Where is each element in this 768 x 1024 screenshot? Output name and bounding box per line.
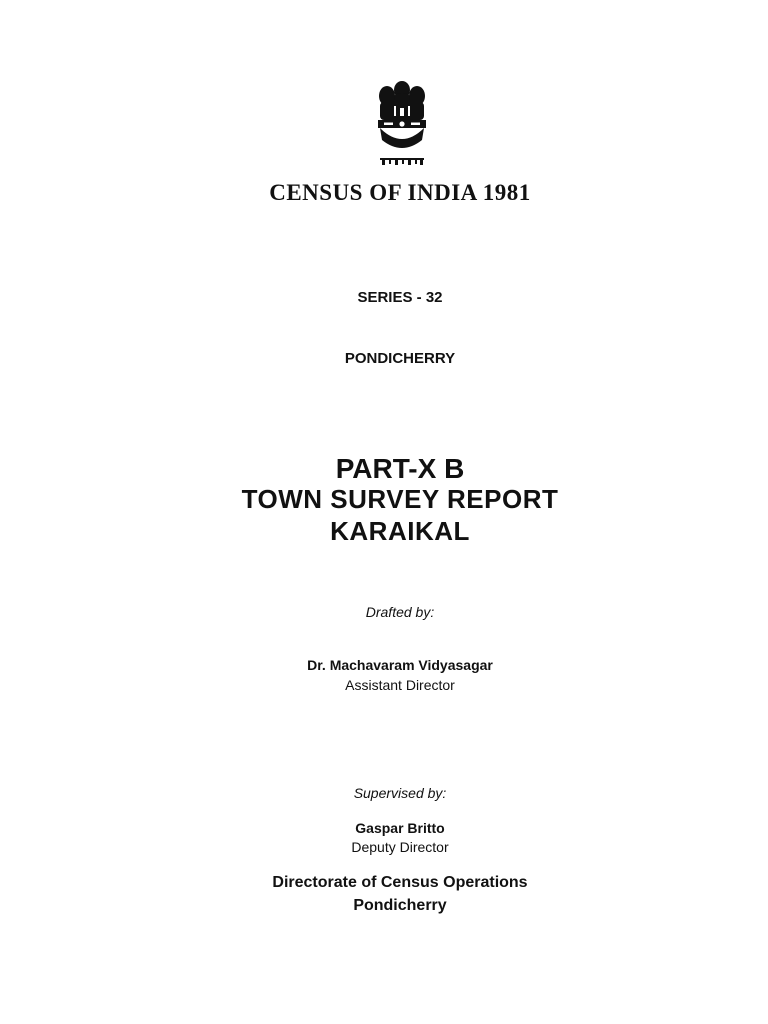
- town-name: KARAIKAL: [330, 516, 470, 546]
- supervised-by-label: Supervised by:: [353, 785, 447, 801]
- drafted-by-label: Drafted by:: [365, 604, 435, 620]
- supervisor-name: Gaspar Britto: [355, 820, 445, 836]
- series-number: SERIES - 32: [357, 289, 443, 306]
- part-label: PART-X B: [335, 453, 465, 484]
- state-emblem-icon: [372, 78, 432, 168]
- drafter-name: Dr. Machavaram Vidyasagar: [307, 657, 493, 673]
- directorate-name: Directorate of Census Operations: [272, 874, 528, 891]
- supervisor-designation: Deputy Director: [351, 839, 449, 855]
- state-name: PONDICHERRY: [344, 350, 456, 367]
- directorate-location: Pondicherry: [353, 897, 447, 914]
- report-title: TOWN SURVEY REPORT: [241, 484, 559, 514]
- census-title: CENSUS OF INDIA 1981: [269, 180, 531, 205]
- drafter-designation: Assistant Director: [345, 677, 455, 693]
